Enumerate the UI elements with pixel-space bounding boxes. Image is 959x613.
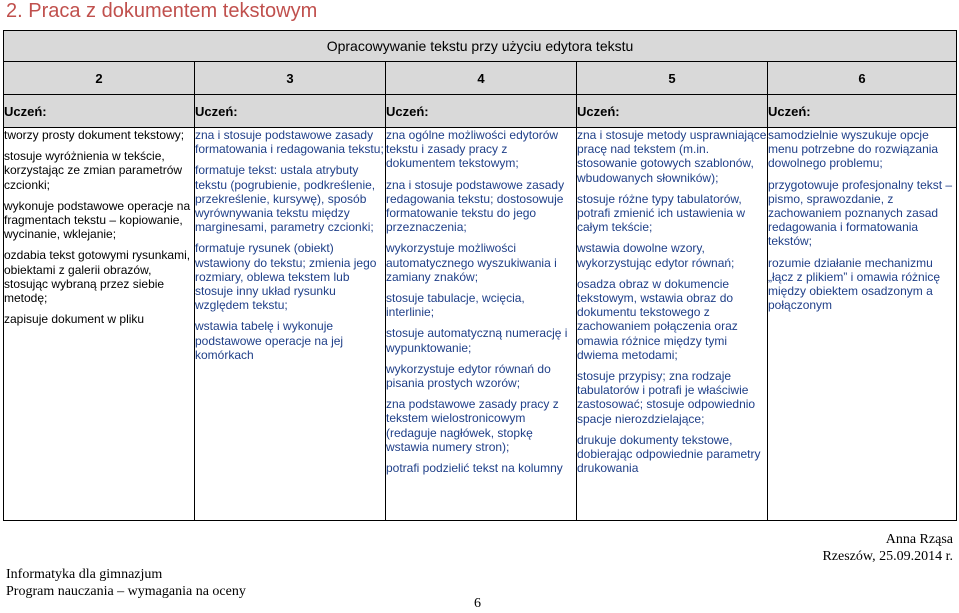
requirement-item: formatuje tekst: ustala atrybuty tekstu (pogrubienie, podkreślenie, przekreślenie, kursywę), sposób wyrównywania tekstu między marginesami, parametry czcionki; xyxy=(195,163,376,235)
requirement-item: tworzy prosty dokument tekstowy; xyxy=(4,128,185,142)
requirement-item: samodzielnie wyszukuje opcje menu potrzebne do rozwiązania dowolnego problemu; xyxy=(768,128,939,171)
requirement-item: stosuje automatyczną numerację i wypunktowanie; xyxy=(386,326,568,355)
requirement-item: zna i stosuje podstawowe zasady formatowania i redagowania tekstu; xyxy=(195,128,384,157)
requirement-item: stosuje różne typy tabulatorów, potrafi zmienić ich ustawienia w całym tekście; xyxy=(577,191,746,235)
requirement-item: zna ogólne możliwości edytorów tekstu i zasady pracy z dokumentem tekstowym; xyxy=(386,128,559,171)
requirement-item: potrafi podzielić tekst na kolumny xyxy=(386,461,563,476)
grade-3: 3 xyxy=(195,62,386,95)
requirement-item: przygotowuje profesjonalny tekst – pismo, sprawozdanie, z zachowaniem poznanych zasad redagowania i formatowania tekstów; xyxy=(768,177,953,249)
requirement-item: drukuje dokumenty tekstowe, dobierając odpowiednie parametry drukowania xyxy=(577,432,761,476)
student-label: Uczeń: xyxy=(386,95,577,128)
requirement-item: zna i stosuje podstawowe zasady redagowania tekstu; dostosowuje formatowanie tekstu do jego przeznaczenia; xyxy=(386,177,565,235)
student-label: Uczeń: xyxy=(4,95,195,128)
requirement-item: wstawia dowolne wzory, wykorzystując edytor równań; xyxy=(577,241,735,270)
author-name: Anna Rząsa xyxy=(885,532,953,547)
requirement-item: wykorzystuje edytor równań do pisania prostych wzorów; xyxy=(386,361,551,391)
footer-block xyxy=(6,566,246,600)
requirement-item: osadza obraz w dokumencie tekstowym, wstawia obraz do dokumentu tekstowego z zachowaniem połączenia oraz omawia różnice między tymi dwiema metodami; xyxy=(577,276,738,362)
requirement-item: zna i stosuje metody usprawniające pracę nad tekstem (m.in. stosowanie gotowych szablonów, wbudowanych słowników); xyxy=(577,128,767,185)
requirements-grade-3 xyxy=(195,128,386,521)
requirement-item: stosuje przypisy; zna rodzaje tabulatorów i potrafi je właściwie zastosować; stosuje odpowiednio spacje nierozdzielające; xyxy=(577,369,756,426)
requirement-item: wykonuje podstawowe operacje na fragmentach tekstu – kopiowanie, wycinanie, wklejanie; xyxy=(4,198,191,242)
requirements-grade-5 xyxy=(577,128,768,521)
requirements-grade-6 xyxy=(768,128,957,521)
requirement-item: ozdabia tekst gotowymi rysunkami, obiektami z galerii obrazów, stosując wybraną przez siebie metodę; xyxy=(4,248,191,306)
footer-line-2: Program nauczania – wymagania na oceny xyxy=(6,584,246,599)
requirement-item: wykorzystuje możliwości automatycznego wyszukiwania i zamiany znaków; xyxy=(386,241,557,284)
requirement-item: formatuje rysunek (obiekt) wstawiony do tekstu; zmienia jego rozmiary, oblewa tekstem lub stosuje inny układ rysunku względem tekstu; xyxy=(195,241,377,313)
place-date: Rzeszów, 25.09.2014 r. xyxy=(822,549,953,564)
grade-4: 4 xyxy=(386,62,577,95)
grade-2: 2 xyxy=(4,62,195,95)
author-block xyxy=(822,531,953,565)
footer-line-1: Informatyka dla gimnazjum xyxy=(6,567,163,582)
requirement-item: zapisuje dokument w pliku xyxy=(4,312,145,327)
requirement-item: zna podstawowe zasady pracy z tekstem wielostronicowym (redaguje nagłówek, stopkę wstawia numery stron); xyxy=(386,397,559,454)
grade-6: 6 xyxy=(768,62,957,95)
student-label: Uczeń: xyxy=(195,95,386,128)
section-heading: 2. Praca z dokumentem tekstowym xyxy=(6,0,318,22)
page-number: 6 xyxy=(474,596,481,611)
requirements-grade-4 xyxy=(386,128,577,521)
requirement-item: stosuje wyróżnienia w tekście, korzystając ze zmian parametrów czcionki; xyxy=(4,149,183,192)
table-title: Opracowywanie tekstu przy użyciu edytora tekstu xyxy=(4,31,957,62)
grade-5: 5 xyxy=(577,62,768,95)
requirements-grade-2 xyxy=(4,128,195,521)
student-label: Uczeń: xyxy=(768,95,957,128)
requirement-item: wstawia tabelę i wykonuje podstawowe operacje na jej komórkach xyxy=(195,319,344,362)
requirement-item: rozumie działanie mechanizmu „łącz z plikiem” i omawia różnicę między obiektem osadzonym a połączonym xyxy=(768,255,941,313)
requirements-table xyxy=(3,30,957,521)
student-label: Uczeń: xyxy=(577,95,768,128)
requirement-item: stosuje tabulacje, wcięcia, interlinie; xyxy=(386,291,525,320)
